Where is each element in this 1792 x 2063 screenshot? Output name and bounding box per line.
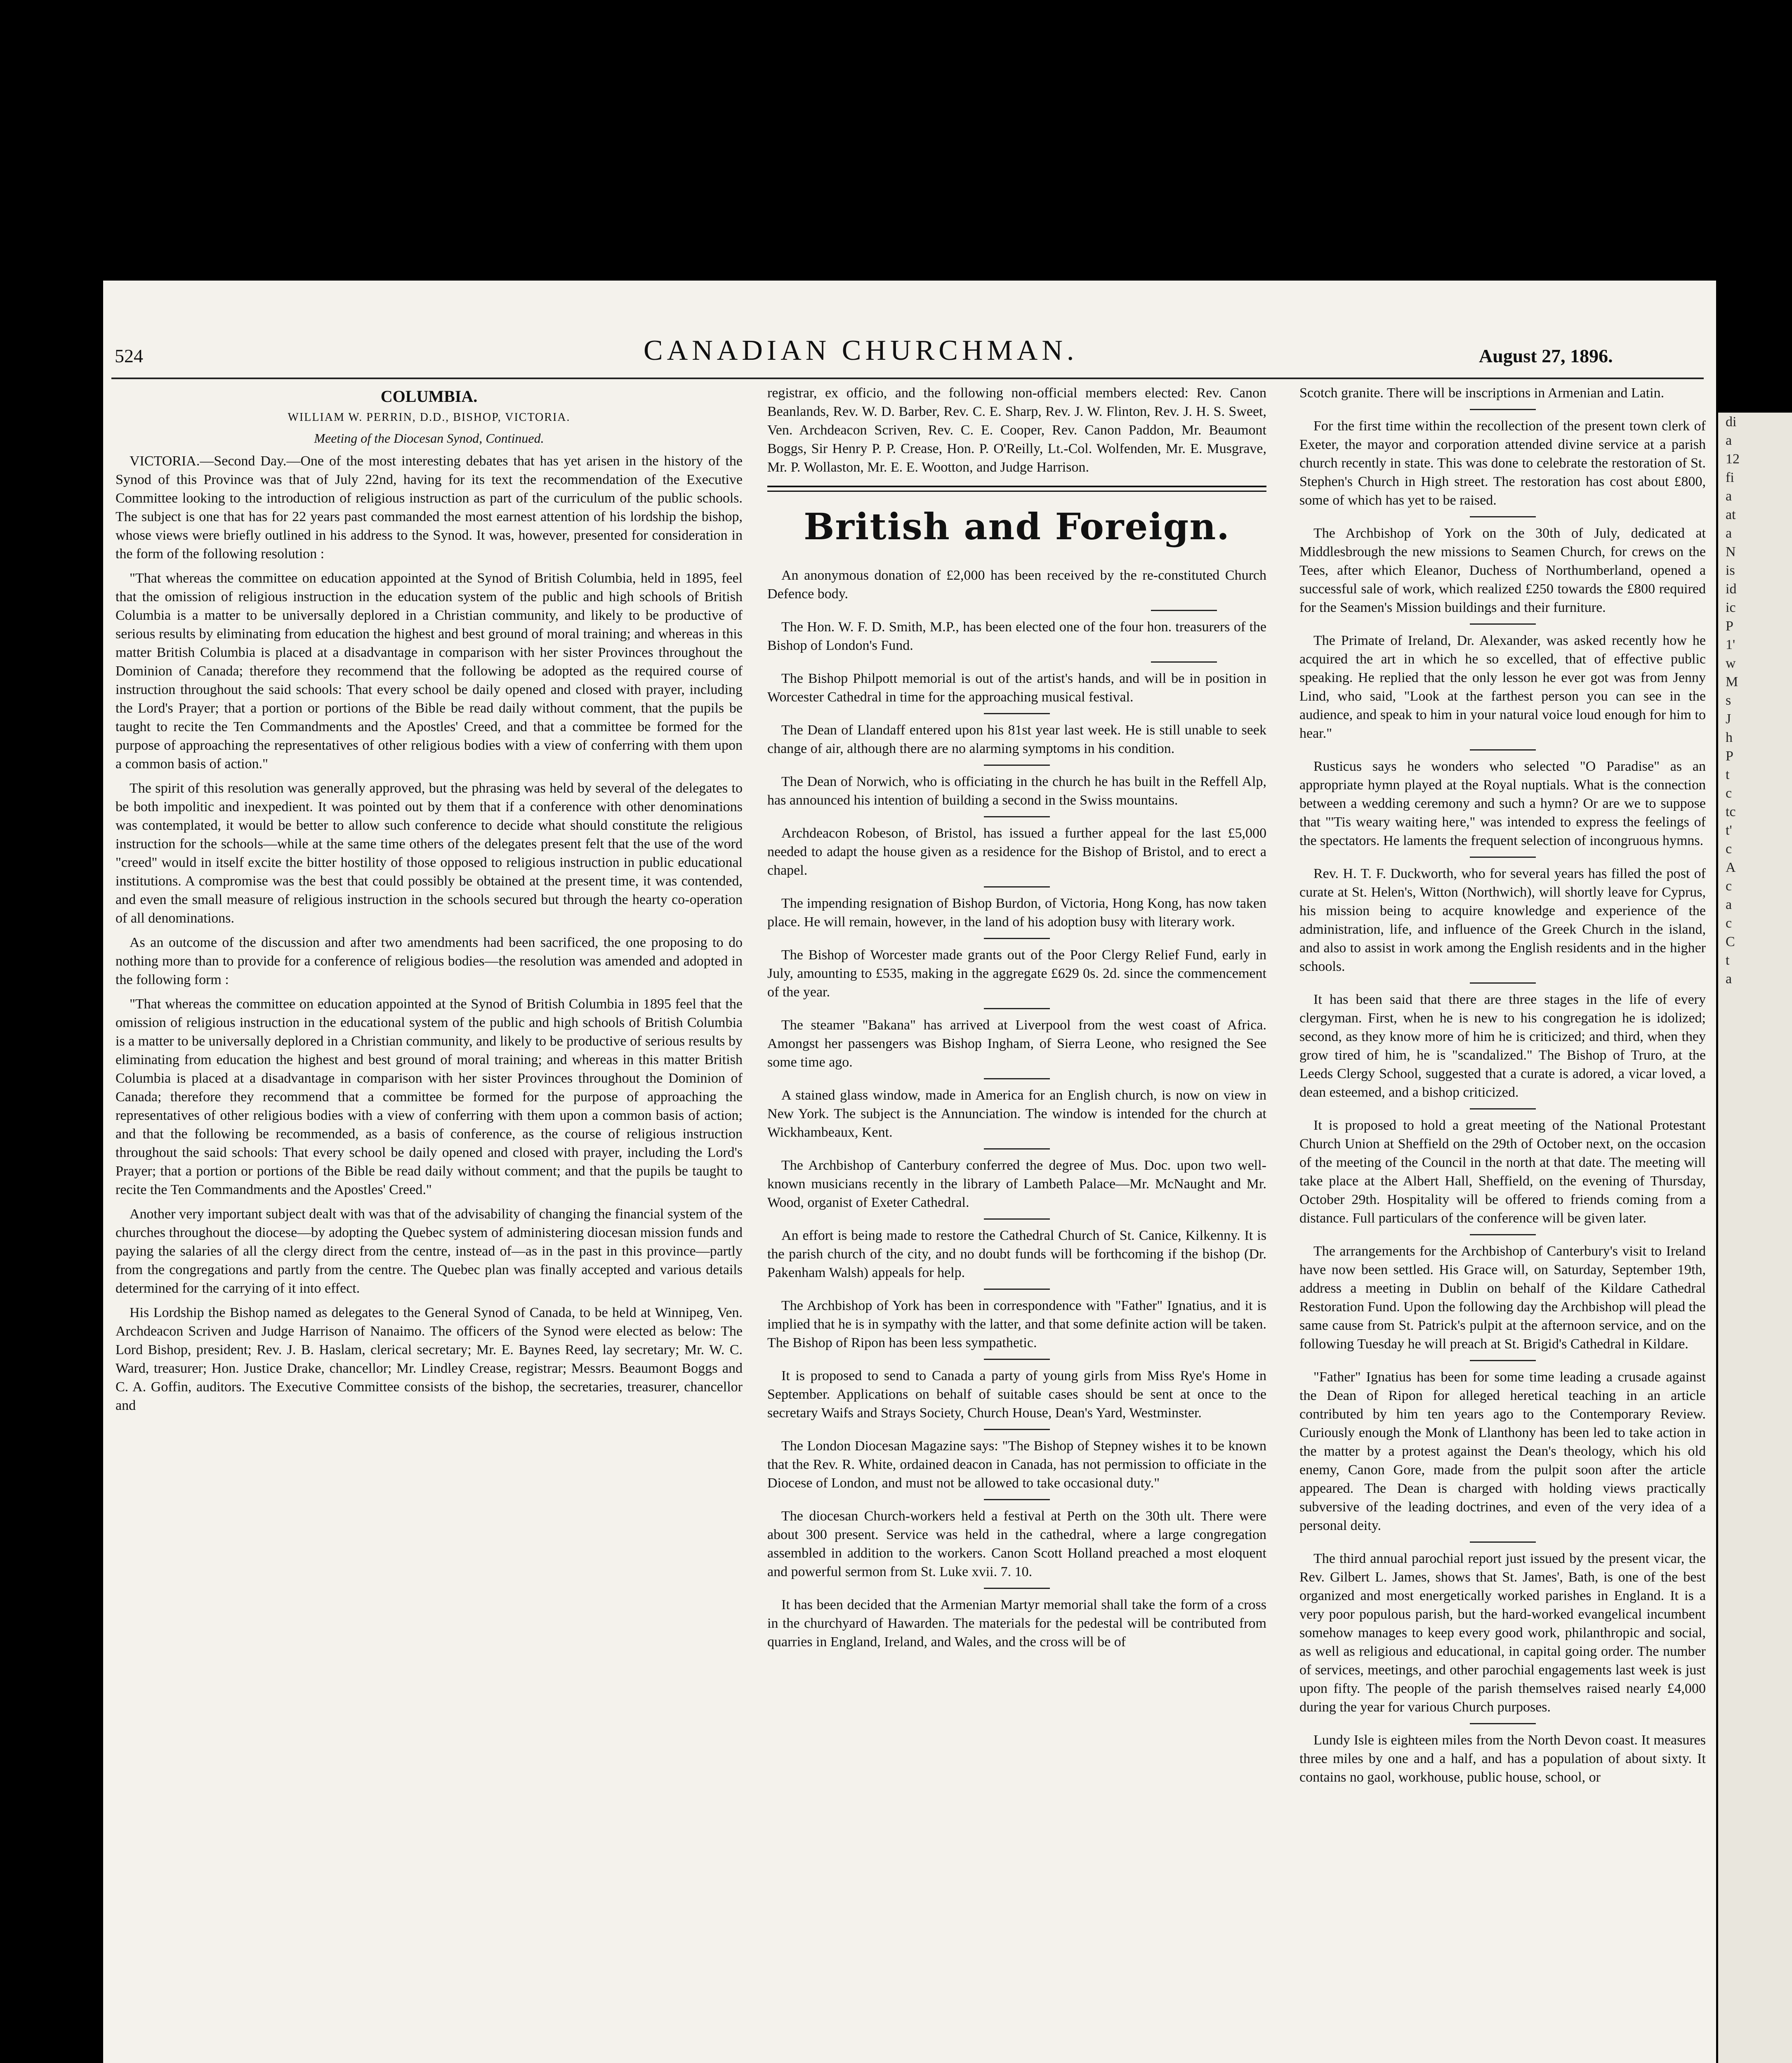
paragraph: VICTORIA.—Second Day.—One of the most interesting debates that has yet arisen in the history of the Synod of this Province was that of July 22nd, having for its text the recommendation of the Executive Committee looking to the introduction of religious instruction as part of the curriculum of the public schools. The subject is one that has for 22 years past commanded the most earnest attention of his lordship the bishop, whose views were briefly outlined in his address to the Synod. It was, however, presented for consideration in the form of the following resolution : (116, 453, 743, 562)
paragraph: His Lordship the Bishop named as delegates to the General Synod of Canada, to be held at Winnipeg, Ven. Archdeacon Scriven and Judge Harrison of Nanaimo. The officers of the Synod were elected as below: The Lord Bishop, president; Rev. J. B. Haslam, clerical secretary; Mr. E. Baynes Reed, lay secretary; Mr. W. C. Ward, treasurer; Hon. Justice Drake, chancellor; Mr. Lindley Crease, registrar; Messrs. Beaumont Boggs and C. A. Goffin, auditors. The Executive Committee consists of the bishop, the secretaries, treasurer, chancellor and (116, 1305, 743, 1413)
item-divider (1470, 857, 1536, 858)
fragment-text: P (1726, 748, 1733, 764)
item-divider (1470, 409, 1536, 410)
fragment-text: ic (1726, 600, 1736, 615)
fragment-text: di (1726, 414, 1737, 430)
news-item: Archdeacon Robeson, of Bristol, has issued a further appeal for the last £5,000 needed to adapt the house given as a residence for the Bishop of Bristol, and to erect a chapel. (767, 826, 1266, 878)
fragment-text: a (1726, 489, 1732, 504)
item-divider (1151, 610, 1217, 611)
item-divider (1470, 1723, 1536, 1724)
news-item: The Hon. W. F. D. Smith, M.P., has been elected one of the four hon. treasurers of the Bishop of London's Fund. (767, 619, 1266, 653)
issue-date: August 27, 1896. (1479, 345, 1613, 366)
item-divider (984, 1429, 1050, 1430)
item-divider (1470, 516, 1536, 517)
header-rule (111, 378, 1704, 379)
item-divider (984, 713, 1050, 714)
fragment-text: t' (1726, 823, 1732, 838)
news-item: An anonymous donation of £2,000 has been received by the re-constituted Church Defence body. (767, 568, 1266, 602)
fragment-text: N (1726, 544, 1736, 559)
fragment-text: a (1726, 526, 1732, 541)
newspaper-page (103, 281, 1716, 2063)
item-divider (984, 1218, 1050, 1220)
page-number: 524 (115, 345, 143, 366)
fragment-text: tc (1726, 804, 1736, 819)
fragment-text: c (1726, 786, 1732, 801)
news-item: It has been said that there are three stages in the life of every clergyman. First, when he is new to his congregation he is idolized; second, as they know more of him he is criticized; and third, when they grow tired of him, he is "scandalized." The Bishop of Truro, at the Leeds Clergy School, suggested that a curate is adored, a vicar loved, a dean esteemed, and a bishop criticized. (1299, 992, 1706, 1100)
fragment-text: 1' (1726, 637, 1735, 652)
news-item: It has been decided that the Armenian Martyr memorial shall take the form of a cross in the churchyard of Hawarden. The materials for the pedestal will be contributed from quarries in England, Ireland, and Wales, and the cross will be of (767, 1597, 1266, 1650)
fragment-text: A (1726, 860, 1736, 875)
news-item: The Dean of Llandaff entered upon his 81st year last week. He is still unable to seek change of air, although there are no alarming symptoms in his condition. (767, 722, 1266, 756)
paragraph: As an outcome of the discussion and after two amendments had been sacrificed, the one proposing to do nothing more than to provide for a conference of religious bodies—the resolution was amended and adopted in the following form : (116, 935, 743, 987)
fragment-text: a (1726, 971, 1732, 987)
item-divider (984, 1588, 1050, 1589)
fragment-text: at (1726, 507, 1736, 522)
fragment-text: id (1726, 581, 1737, 597)
news-item: The Archbishop of York on the 30th of July, dedicated at Middlesbrough the new missions to Seamen Church, for crews on the Tees, after which Eleanor, Duchess of Northumberland, opened a successful sale of work, which realized £250 towards the £800 required for the Seamen's Mission buildings and their furniture. (1299, 526, 1706, 615)
item-divider (1470, 1360, 1536, 1361)
fragment-text: P (1726, 618, 1733, 634)
news-item: The third annual parochial report just issued by the present vicar, the Rev. Gilbert L. James, shows that St. James', Bath, is one of the best organized and most energetically worked parishes in England. It is a very poor populous parish, but the hard-worked evangelical incumbent somehow manages to keep every good work, philanthropic and social, as well as religious and educational, in capital going order. The number of services, meetings, and other parochial engagements last week is just upon fifty. The people of the parish themselves raised nearly £4,000 during the year for various Church purposes. (1299, 1551, 1706, 1715)
meeting-line: Meeting of the Diocesan Synod, Continued. (314, 431, 544, 446)
news-item: The Archbishop of York has been in correspondence with "Father" Ignatius, and it is implied that he is in sympathy with the latter, and that some definite action will be taken. The Bishop of Ripon has been less sympathetic. (767, 1298, 1266, 1350)
news-item: The steamer "Bakana" has arrived at Liverpool from the west coast of Africa. Amongst her passengers was Bishop Ingham, of Sierra Leone, who resigned the See some time ago. (767, 1017, 1266, 1070)
item-divider (1470, 1234, 1536, 1235)
item-divider (1470, 982, 1536, 984)
item-divider (984, 765, 1050, 766)
item-divider (984, 938, 1050, 939)
section-title-columbia: COLUMBIA. (380, 387, 478, 406)
news-item: The impending resignation of Bishop Burdon, of Victoria, Hong Kong, has now taken place. He will remain, however, in the land of his adoption busy with literary work. (767, 896, 1266, 930)
bishop-line: WILLIAM W. PERRIN, D.D., BISHOP, VICTORIA. (288, 411, 571, 424)
fragment-text: a (1726, 433, 1732, 448)
news-item: The London Diocesan Magazine says: "The Bishop of Stepney wishes it to be known that the Rev. R. White, ordained deacon in Canada, has not permission to officiate in the Diocese of London, and must not be allowed to take occasional duty." (767, 1438, 1266, 1491)
item-divider (1470, 623, 1536, 625)
item-divider (984, 1359, 1050, 1360)
masthead-title: CANADIAN CHURCHMAN. (644, 335, 1078, 366)
item-divider (984, 1499, 1050, 1500)
section-title-british-foreign: British and Foreign. (804, 505, 1230, 548)
fragment-text: c (1726, 878, 1732, 894)
news-item: A stained glass window, made in America for an English church, is now on view in New York. The subject is the Annunciation. The window is intended for the church at Wickhambeaux, Kent. (767, 1088, 1266, 1140)
fragment-text: fi (1726, 470, 1734, 485)
fragment-text: a (1726, 897, 1732, 912)
fragment-text: M (1726, 674, 1738, 689)
section-divider (767, 486, 1266, 492)
fragment-text: t (1726, 767, 1730, 782)
paragraph: The spirit of this resolution was generally approved, but the phrasing was held by several of the delegates to be both impolitic and inexpedient. It was pointed out by them that if a conference with other denominations was contemplated, it would be better to allow such conference to decide what should constitute the religious instruction for the schools—while at the same time others of the delegates present felt that the use of the word "creed" would in itself excite the bitter hostility of those opposed to religious instruction in public educational institutions. A compromise was the best that could possibly be obtained at the present time, it was contended, and even the small measure of religious instruction in the schools secured but through the hearty co-operation of all denominations. (116, 781, 743, 926)
continuation-text: Scotch granite. There will be inscriptions in Armenian and Latin. (1299, 385, 1665, 401)
item-divider (984, 1289, 1050, 1290)
fragment-text: is (1726, 563, 1735, 578)
item-divider (1151, 661, 1217, 663)
item-divider (984, 886, 1050, 888)
fragment-text: t (1726, 953, 1730, 968)
paragraph: "That whereas the committee on education appointed at the Synod of British Columbia, held in 1895, feel that the omission of religious instruction in the education system of the public and high schools of British Columbia is a matter to be universally deplored in a Christian community, and likely to be productive of serious results by eliminating from education the highest and best ground of moral training; and whereas in this matter British Columbia is placed at a disadvantage in comparison with her sister Provinces throughout the Dominion of Canada; therefore they recommend that the following be adopted as the required course of instruction throughout the said schools: That every school be daily opened and closed with prayer, including the Lord's Prayer; that a portion or portions of the Bible be read daily without comment, that the pupils be taught to recite the Ten Commandments and the Apostles' Creed, and that a committee be formed for the purpose of approaching the representatives of other religious bodies with a view of conferring with them upon a common basis of action." (116, 571, 743, 772)
fragment-text: 12 (1726, 451, 1740, 467)
item-divider (984, 1148, 1050, 1150)
news-item: Lundy Isle is eighteen miles from the North Devon coast. It measures three miles by one and a half, and has a population of about sixty. It contains no gaol, workhouse, public house, school, or (1299, 1733, 1706, 1785)
news-item: The arrangements for the Archbishop of Canterbury's visit to Ireland have now been settled. His Grace will, on Saturday, September 19th, address a meeting in Dublin on behalf of the Kildare Cathedral Restoration Fund. Upon the following day the Archbishop will plead the same cause from St. Patrick's pulpit at the afternoon service, and on the following Tuesday he will preach at St. Brigid's Cathedral in Kildare. (1299, 1244, 1706, 1352)
news-item: It is proposed to send to Canada a party of young girls from Miss Rye's Home in September. Applications on behalf of suitable cases should be sent at once to the secretary Waifs and Strays Society, Church House, Dean's Yard, Westminster. (767, 1368, 1266, 1421)
item-divider (1470, 749, 1536, 751)
item-divider (984, 1008, 1050, 1009)
paragraph: Another very important subject dealt with was that of the advisability of changing the financial system of the churches throughout the diocese—by adopting the Quebec system of administering diocesan mission funds and paying the salaries of all the clergy direct from the centre, instead of—as in the past in this province—partly from the congregations and partly from the centre. The Quebec plan was finally accepted and various details determined for the carrying of it into effect. (116, 1206, 743, 1296)
fragment-text: s (1726, 693, 1731, 708)
news-item: The Primate of Ireland, Dr. Alexander, was asked recently how he acquired the art in which he so excelled, that of effective public speaking. He replied that the only lesson he ever got was from Jenny Lind, who said, "Look at the farthest person you can see in the audience, and speak to him in your natural voice loud enough for him to hear." (1299, 633, 1706, 741)
fragment-text: w (1726, 656, 1736, 671)
paragraph: "That whereas the committee on education appointed at the Synod of British Columbia in 1895 feel that the omission of religious instruction in the educational system of the public and high schools of British Columbia is a matter to be universally deplored in a Christian community, and likely to be productive of serious results by eliminating from education the highest and best ground of moral training; and whereas in this matter British Columbia is placed at a disadvantage in comparison with her sister Provinces throughout the Dominion of Canada; therefore they recommend that a committee be formed for the purpose of approaching the representatives of other religious bodies with a view of conferring with them upon a common basis of action; and that the following be recommended, as a basis of conference, as the course of religious instruction throughout the said schools: That every school be daily opened and closed with prayer, including the Lord's Prayer; that a portion or portions of the Bible be read daily without comment; and that the pupils be taught to recite the Ten Commandments and the Apostles' Creed." (116, 996, 743, 1197)
fragment-text: c (1726, 841, 1732, 857)
news-item: Rusticus says he wonders who selected "O Paradise" as an appropriate hymn played at the Royal nuptials. What is the connection between a wedding ceremony and such a hymn? Or are we to suppose that "'Tis weary waiting here," was intended to express the feelings of the spectators. He laments the frequent selection of incongruous hymns. (1299, 759, 1706, 848)
item-divider (1470, 1541, 1536, 1543)
column-2 (767, 384, 1266, 1657)
fragment-text: h (1726, 730, 1733, 745)
news-item: The Archbishop of Canterbury conferred the degree of Mus. Doc. upon two well-known musicians recently in the library of Lambeth Palace—Mr. McNaught and Mr. Wood, organist of Exeter Cathedral. (767, 1158, 1266, 1210)
news-item: "Father" Ignatius has been for some time leading a crusade against the Dean of Ripon for alleged heretical teaching in an article contributed by him ten years ago to the Contemporary Review. Curiously enough the Monk of Llanthony has been led to take action in the matter by a protest against the Dean's theology, which his old enemy, Canon Gore, made from the pulpit soon after the article appeared. The Dean is charged with holding views practically subversive of the leading doctrines, and even of the very idea of a personal deity. (1299, 1369, 1706, 1533)
news-item: It is proposed to hold a great meeting of the National Protestant Church Union at Sheffield on the 29th of October next, on the occasion of the meeting of the Council in the north at that date. The meeting will take place at the Albert Hall, Sheffield, on the evening of Thursday, October 29th. Hospitality will be offered to friends coming from a distance. Full particulars of the conference will be given later. (1299, 1118, 1706, 1226)
fragment-text: C (1726, 934, 1735, 949)
fragment-text: c (1726, 916, 1732, 931)
news-item: For the first time within the recollection of the present town clerk of Exeter, the mayor and corporation attended divine service at a parish church recently in state. This was done to celebrate the restoration of St. Stephen's Church in High street. The restoration has cost about £800, some of which has yet to be raised. (1299, 418, 1706, 508)
news-item: The Dean of Norwich, who is officiating in the church he has built in the Reffell Alp, has announced his intention of building a second in the Swiss mountains. (767, 774, 1266, 808)
column-3 (1299, 384, 1706, 1792)
news-item: Rev. H. T. F. Duckworth, who for several years has filled the post of curate at St. Helen's, Witton (Northwich), will shortly leave for Cyprus, his mission being to acquire knowledge and experience of the administration, life, and influence of the Greek Church in the island, and also to assist in work among the English residents and in the higher schools. (1299, 866, 1706, 974)
item-divider (984, 816, 1050, 817)
continuation-text: registrar, ex officio, and the following non-official members elected: Rev. Canon Beanlands, Rev. W. D. Barber, Rev. C. E. Sharp, Rev. J. W. Flinton, Rev. J. H. S. Sweet, Ven. Archdeacon Scriven, Rev. C. E. Cooper, Rev. Canon Paddon, Mr. Beaumont Boggs, Sir Henry P. P. Crease, Hon. P. O'Reilly, Lt.-Col. Wolfenden, Mr. E. Musgrave, Mr. P. Wollaston, Mr. E. E. Wootton, and Judge Harrison. (767, 385, 1266, 475)
news-item: The Bishop Philpott memorial is out of the artist's hands, and will be in position in Worcester Cathedral in time for the approaching musical festival. (767, 671, 1266, 705)
fragment-text: J (1726, 711, 1731, 727)
news-item: An effort is being made to restore the Cathedral Church of St. Canice, Kilkenny. It is the parish church of the city, and no doubt funds will be forthcoming if the bishop (Dr. Pakenham Walsh) appeals for help. (767, 1228, 1266, 1280)
adjacent-page-edge (1718, 413, 1792, 2063)
page-header (103, 281, 1716, 380)
column-1 (116, 384, 743, 1421)
news-item: The diocesan Church-workers held a festival at Perth on the 30th ult. There were about 300 present. Service was held in the cathedral, where a large congregation assembled in addition to the workers. Canon Scott Holland preached a most eloquent and powerful sermon from St. Luke xvii. 7. 10. (767, 1508, 1266, 1579)
item-divider (984, 1078, 1050, 1079)
news-item: The Bishop of Worcester made grants out of the Poor Clergy Relief Fund, early in July, amounting to £535, making in the aggregate £629 0s. 2d. since the commencement of the year. (767, 947, 1266, 1000)
item-divider (1470, 1108, 1536, 1109)
